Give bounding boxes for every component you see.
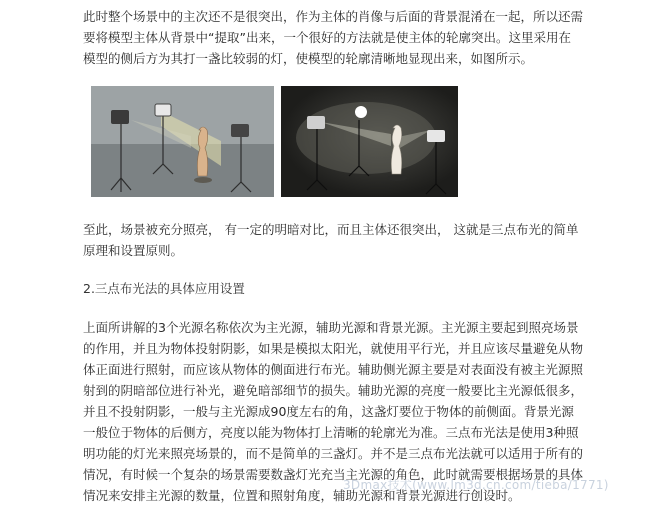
watermark-text: 3Dmax技术(www.lm3d.cn.com/tieba/1771) [343,478,609,492]
rendered-scene-illustration [281,86,458,197]
paragraph-1: 此时整个场景中的主次还不是很突出，作为主体的肖像与后面的背景混淆在一起，所以还需要将模型主体从背景中“提取”出来，一个很好的方法就是使主体的轮廓突出。这里采用在模型的侧后方为其打一盏比较弱的灯，使模型的轮廓清晰地显现出来，如图所示。 [83,9,584,66]
section-heading: 2.三点布光法的具体应用设置 [83,281,245,296]
final-render-figure [281,86,458,197]
paragraph-3: 上面所讲解的3个光源名称依次为主光源，辅助光源和背景光源。主光源主要起到照亮场景的作用，并且为物体投射阴影，如果是模拟太阳光，就使用平行光，并且应该尽量避免从物体正面进行照射，而应该从物体的侧面进行布光。辅助侧光源主要是对表面没有被主光源照射到的阴暗部位进行补光，避免暗部细节的损失。辅助光源的亮度一般要比主光源低很多，并且不投射阴影，一般与主光源成90度左右的角，这盏灯要位于物体的前侧面。背景光源一般位于物体的后侧方，亮度以能为物体打上清晰的轮廓光为准。三点布光法是使用3种照明功能的灯光来照亮场景的，而不是简单的三盏灯。并不是三点布光法就可以适用于所有的情况，有时候一个复杂的场景需要数盏灯光充当主光源的角色，此时就需要根据场景的具体情况来安排主光源的数量，位置和照射角度，辅助光源和背景光源进行创设时。 [83,320,584,503]
paragraph-2: 至此，场景被充分照亮， 有一定的明暗对比，而且主体还很突出， 这就是三点布光的简单原理和设置原则。 [83,222,579,258]
viewport-render-figure [91,86,274,197]
viewport-scene-illustration [91,86,274,197]
